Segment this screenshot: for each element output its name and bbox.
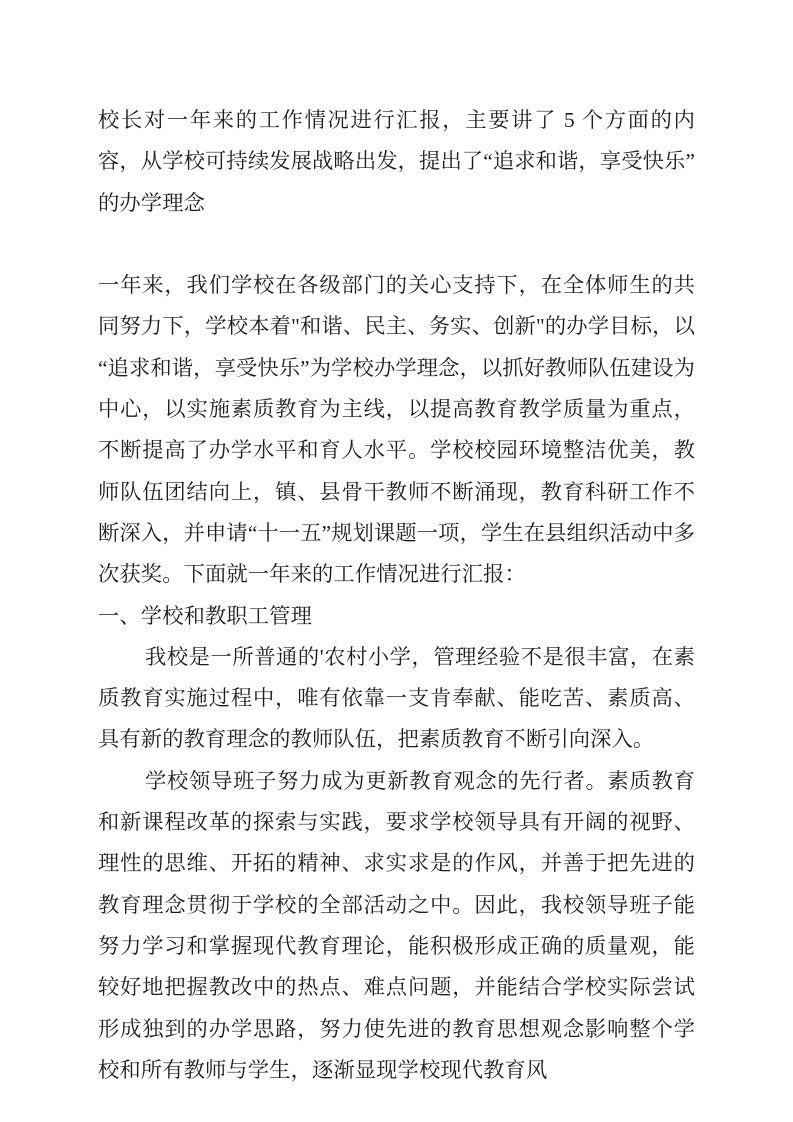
document-body bbox=[98, 100, 695, 1091]
section-heading-management: 一、学校和教职工管理 bbox=[98, 603, 312, 628]
empty-line bbox=[98, 224, 695, 265]
paragraph-leadership: 学校领导班子努力成为更新教育观念的先行者。素质教育和新课程改革的探索与实践，要求学校领导具有开阔的视野、理性的思维、开拓的精神、求实求是的作风，并善于把先进的教育理念贯彻于学校的全部活动之中。因此，我校领导班子能努力学习和掌握现代教育理论，能积极形成正确的质量观，能较好地把握教改中的热点、难点问题，并能结合学校实际尝试形成独到的办学思路，努力使先进的教育思想观念影响整个学校和所有教师与学生，逐渐显现学校现代教育风 bbox=[98, 768, 695, 1082]
paragraph-intro: 校长对一年来的工作情况进行汇报，主要讲了 5 个方面的内容，从学校可持续发展战略出发，提出了“追求和谐，享受快乐”的办学理念 bbox=[98, 108, 695, 215]
paragraph-school-description: 我校是一所普通的'农村小学，管理经验不是很丰富，在素质教育实施过程中，唯有依靠一支肯奉献、能吃苦、素质高、具有新的教育理念的教师队伍，把素质教育不断引向深入。 bbox=[98, 644, 695, 752]
paragraph-year-overview: 一年来，我们学校在各级部门的关心支持下，在全体师生的共同努力下，学校本着"和谐、民主、务实、创新"的办学目标，以“追求和谐，享受快乐”为学校办学理念，以抓好教师队伍建设为中心，以实施素质教育为主线，以提高教育教学质量为重点，不断提高了办学水平和育人水平。学校校园环境整洁优美，教师队伍团结向上，镇、县骨干教师不断涌现，教育科研工作不断深入，并申请“十一五”规划课题一项，学生在县组织活动中多次获奖。下面就一年来的工作情况进行汇报： bbox=[98, 273, 695, 587]
